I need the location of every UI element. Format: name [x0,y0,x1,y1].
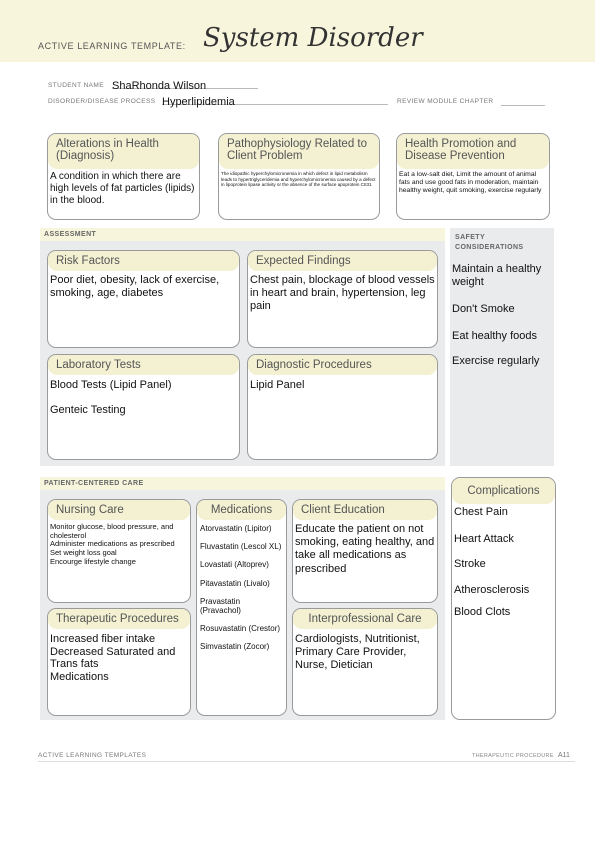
template-label: ACTIVE LEARNING TEMPLATE: [38,41,186,51]
interprofessional-care-title: Interprofessional Care [293,609,437,629]
laboratory-tests-box [47,354,240,460]
medication-item: Pitavastatin (Livalo) [200,578,270,588]
pathophysiology-title: Pathophysiology Related to Client Problem [219,134,379,169]
client-education-box [292,499,438,603]
therapeutic-procedures-title: Therapeutic Procedures [48,609,190,629]
safety-label: SAFETY CONSIDERATIONS [455,234,524,251]
medication-item: Pravastatin (Pravachol) [200,596,241,615]
student-name-label: STUDENT NAME [48,82,104,89]
page-title: System Disorder [203,23,423,53]
complication-item: Stroke [454,558,486,571]
medication-item: Rosuvastatin (Crestor) [200,624,281,634]
health-promotion-box [396,133,550,220]
medication-item: Atorvastatin (Lipitor) [200,524,272,533]
lab-test-item: Blood Tests (Lipid Panel) [50,379,172,391]
interprofessional-care-text: Cardiologists, Nutritionist, Primary Care Provider, Nurse, Dietician [295,633,420,672]
therapeutic-line: Medications [50,670,109,683]
footer-right-label: THERAPEUTIC PROCEDURE [472,753,554,759]
footer-page: A11 [558,752,570,759]
safety-item: Eat healthy foods [452,330,538,342]
diagnostic-procedures-title: Diagnostic Procedures [248,355,437,375]
complication-item: Atherosclerosis [454,583,530,596]
expected-findings-title: Expected Findings [248,251,437,271]
review-module-field[interactable] [501,93,545,106]
diagnostic-procedures-text: Lipid Panel [250,379,305,391]
risk-factors-box [47,250,240,348]
nursing-care-box [47,499,191,603]
complication-item: Blood Clots [454,605,511,618]
student-name-value: ShaRhonda Wilson [112,80,207,92]
complication-item: Heart Attack [454,533,514,546]
client-education-text: Educate the patient on not smoking, eating healthy, and take all medications as prescribed [295,523,435,575]
medications-box [196,499,287,716]
safety-item: Exercise regularly [452,355,540,367]
safety-item: Don't Smoke [452,303,515,315]
nursing-care-line: Administer medications as prescribed [50,539,175,549]
nursing-care-line: Encourge lifestyle change [50,556,136,566]
medication-item: Fluvastatin (Lescol XL) [200,542,282,552]
medication-item: Lovastati (Altoprev) [200,560,269,570]
complication-item: Chest Pain [454,506,508,518]
pathophysiology-text: The idiopathic hyperchylomicronemia in which defect in lipid metabolism leads to hypertriglyceridemia and hyperchylomicronemia caused by a defect in lipoprotein lipase activity or the absence of the surface apoprotein CII31 [221,171,376,187]
client-education-title: Client Education [293,500,437,520]
complications-title: Complications [452,478,555,504]
nursing-care-line: Set weight loss goal [50,547,117,557]
nursing-care-title: Nursing Care [48,500,190,520]
safety-item: Maintain a healthy weight [452,263,542,289]
footer-divider [38,761,575,762]
lab-test-item: Genteic Testing [50,404,126,417]
health-promotion-text: Eat a low-salt diet, Limit the amount of animal fats and use good fats in moderation, maintain healthy weight, quit smoking, exercise regularly [399,171,542,195]
student-name-field[interactable] [112,76,258,92]
disorder-field[interactable] [162,92,388,108]
risk-factors-text: Poor diet, obesity, lack of exercise, smoking, age, diabetes [50,274,220,300]
medications-title: Medications [197,500,286,520]
complications-box [451,477,556,720]
therapeutic-procedures-box [47,608,191,716]
footer-left: ACTIVE LEARNING TEMPLATES [38,752,147,759]
laboratory-tests-title: Laboratory Tests [48,355,239,375]
risk-factors-title: Risk Factors [48,251,239,271]
alterations-text: A condition in which there are high levels of fat particles (lipids) in the blood. [50,171,195,206]
medication-item: Simvastatin (Zocor) [200,642,270,652]
assessment-label: ASSESSMENT [40,228,445,241]
nursing-care-line: Monitor glucose, blood pressure, and cholesterol [50,522,174,540]
alterations-box [47,133,200,220]
pathophysiology-box [218,133,380,220]
disorder-value: Hyperlipidemia [162,96,235,108]
interprofessional-care-box [292,608,438,716]
therapeutic-line: Increased fiber intake [50,633,156,645]
alterations-title: Alterations in Health (Diagnosis) [48,134,199,169]
therapeutic-line: Decreased Saturated and Trans fats [50,645,176,671]
health-promotion-title: Health Promotion and Disease Prevention [397,134,549,169]
review-module-label: REVIEW MODULE CHAPTER [397,98,494,105]
expected-findings-box [247,250,438,348]
expected-findings-text: Chest pain, blockage of blood vessels in heart and brain, hypertension, leg pain [250,274,435,313]
patient-care-label: PATIENT-CENTERED CARE [40,477,445,490]
diagnostic-procedures-box [247,354,438,460]
disorder-label: DISORDER/DISEASE PROCESS [48,98,156,105]
